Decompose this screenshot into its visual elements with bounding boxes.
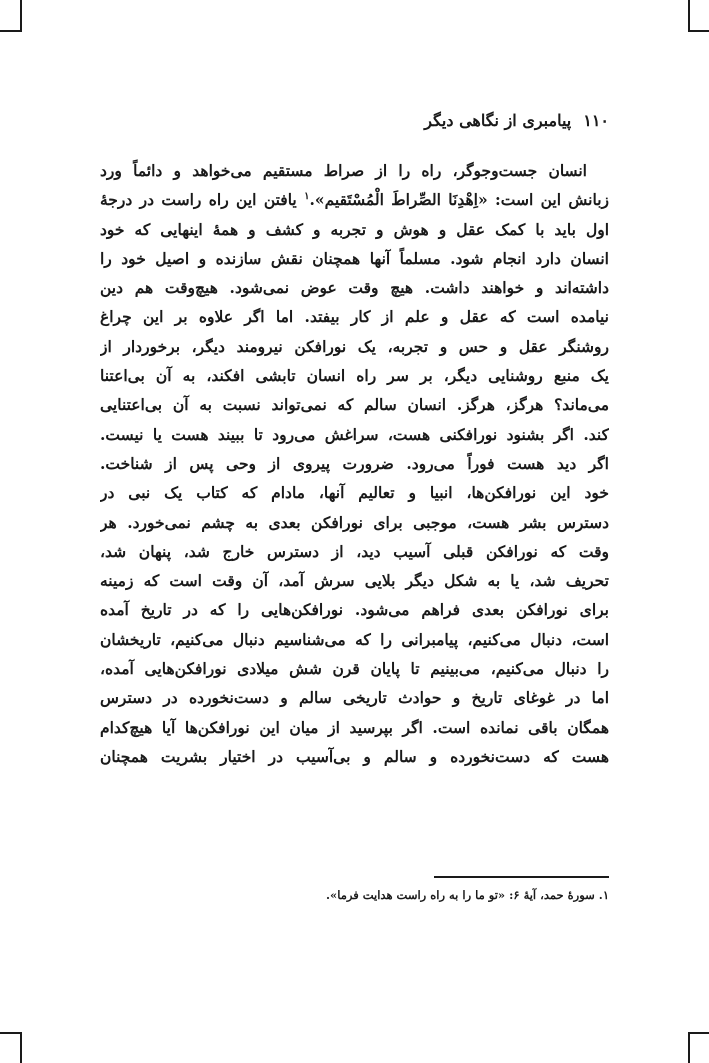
- running-header: [100, 108, 609, 134]
- text-line: هست که دست‌نخورده و سالم و بی‌آسیب در اختیار بشریت همچنان: [100, 746, 609, 766]
- book-title: پیامبری از نگاهی دیگر: [424, 111, 572, 130]
- text-line: اول باید با کمک عقل و هوش و تجربه و کشف و همهٔ اینهایی که خود: [100, 219, 609, 239]
- text-line: انسان جست‌وجوگر، راه را از صراط مستقیم می‌خواهد و دائماً ورد: [100, 161, 587, 180]
- quran-quote: زبانش این است: «اِهْدِنَا الصِّراطَ الْمُسْتَقیم».: [309, 190, 609, 210]
- crop-mark-bottom-right-horizontal: [689, 1032, 709, 1034]
- text-line: نیامده است که عقل و علم از کار بیفتد. اما اگر علاوه بر این چراغ: [100, 307, 609, 327]
- book-page: [100, 108, 609, 771]
- text-line: است، دنبال می‌کنیم، پیامبرانی را که می‌شناسیم دنبال می‌کنیم، تاریخشان: [100, 629, 609, 649]
- text-line: انسان دارد انجام شود. مسلماً آنها همچنان نقش سازنده و اصیل خود را: [100, 248, 609, 268]
- crop-mark-top-left-horizontal: [0, 30, 21, 32]
- text-line: روشنگر عقل و حس و تجربه، یک نورافکن نیرومند دیگر، برخوردار از: [100, 336, 609, 356]
- text-line: می‌ماند؟ هرگز، هرگز. انسان سالم که نمی‌تواند نسبت به آن بی‌اعتنایی: [100, 395, 609, 415]
- crop-mark-bottom-left-horizontal: [0, 1032, 21, 1034]
- crop-mark-top-left-vertical: [20, 0, 22, 32]
- text-line: خود این نورافکن‌ها، انبیا و تعالیم آنها، مادام که کتاب یک نبی در: [100, 483, 609, 503]
- page-number: ۱۱۰: [583, 111, 609, 130]
- text-line: تحریف شد، یا به شکل دیگر بلایی سرش آمد، آن وقت است که زمینه: [100, 571, 609, 591]
- text-line: وقت که نورافکن قبلی آسیب دید، از دسترس خارج شد، پنهان شد،: [100, 541, 609, 561]
- crop-mark-bottom-right-vertical: [688, 1032, 690, 1063]
- text-line: دسترس بشر هست، موجبی برای نورافکن بعدی به چشم نمی‌خورد. هر: [100, 512, 609, 532]
- footnote-separator: [434, 876, 609, 878]
- body-paragraph: [100, 156, 609, 771]
- text-line: اگر دید هست فوراً می‌رود. ضرورت پیروی از وحی پس از شناخت.: [100, 453, 609, 473]
- text-line: همگان باقی نمانده است. اگر بپرسید از میان این نورافکن‌ها آیا هیچ‌کدام: [100, 717, 609, 737]
- text-line-with-footnote: [100, 185, 609, 214]
- crop-mark-bottom-left-vertical: [20, 1032, 22, 1063]
- text-line: را دنبال می‌کنیم، می‌بینیم تا پایان قرن شش میلادی نورافکن‌هایی آمده،: [100, 659, 609, 679]
- text-line: داشته‌اند و خواهند داشت. هیچ وقت عوض نمی‌شود. هیچ‌وقت هم دین: [100, 278, 609, 298]
- text-line: برای نورافکن بعدی فراهم می‌شود. نورافکن‌هایی را که در تاریخ آمده: [100, 600, 609, 620]
- text-line-tail: یافتن این راه راست در درجهٔ: [100, 190, 297, 210]
- text-line: یک منبع روشنایی دیگر، بر سر راه انسان تابشی افکند، به آن بی‌اعتنا: [100, 366, 609, 386]
- text-line: کند. اگر بشنود نورافکنی هست، سراغش می‌رود تا ببیند هست یا نیست.: [100, 424, 609, 444]
- footnote-reference[interactable]: ۱: [304, 191, 310, 203]
- text-line: اما در غوغای تاریخ و حوادث تاریخی سالم و دست‌نخورده در دسترس: [100, 688, 609, 708]
- footnote: ۱. سورهٔ حمد، آیهٔ ۶: «تو ما را به راه راست هدایت فرما».: [326, 888, 609, 902]
- crop-mark-top-right-horizontal: [689, 30, 709, 32]
- crop-mark-top-right-vertical: [688, 0, 690, 32]
